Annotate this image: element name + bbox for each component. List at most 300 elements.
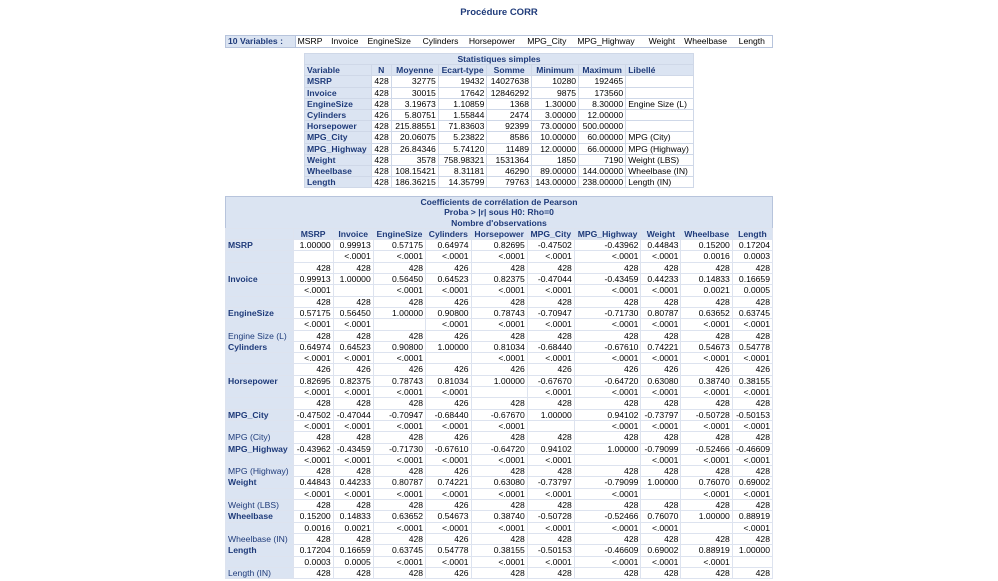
corr-count: 428 [527,398,574,409]
corr-coefficient: 0.44233 [333,477,373,488]
procedure-title: Procédure CORR [460,7,538,18]
corr-coefficient: 0.69002 [641,545,681,556]
corr-coefficient: -0.71730 [574,307,641,318]
corr-coefficient: 0.57175 [293,307,333,318]
corr-pvalue: <.0001 [574,319,641,330]
corr-count: 426 [373,364,425,375]
corr-coefficient: 0.90800 [426,307,471,318]
stats-cell: 32775 [391,76,438,87]
corr-count: 428 [681,262,732,273]
corr-count: 428 [373,500,425,511]
corr-coefficient: -0.67670 [471,409,527,420]
corr-caption-row [226,207,773,217]
corr-pvalue: <.0001 [373,522,425,533]
corr-pvalue [333,285,373,296]
corr-pvalue: 0.0003 [293,556,333,567]
corr-count: 428 [293,432,333,443]
corr-pvalue: <.0001 [641,420,681,431]
corr-pvalue: <.0001 [373,556,425,567]
corr-column-header: MSRP [293,228,333,239]
corr-p-row [226,522,773,533]
corr-row-blank [226,488,294,499]
corr-count: 428 [293,500,333,511]
corr-coefficient: 1.00000 [641,477,681,488]
corr-pvalue: <.0001 [527,319,574,330]
corr-count: 428 [574,330,641,341]
corr-coefficient: 0.38740 [471,511,527,522]
corr-p-row [226,488,773,499]
corr-coefficient: 0.82375 [471,274,527,285]
stats-row-header: MPG_Highway [305,143,372,154]
corr-r-row [226,274,773,285]
corr-r-row [226,240,773,251]
corr-count: 428 [471,567,527,578]
corr-pvalue: <.0001 [641,353,681,364]
stats-cell: 9875 [532,87,579,98]
corr-count: 428 [681,466,732,477]
corr-count: 428 [293,398,333,409]
stats-cell: 3.00000 [532,110,579,121]
stats-cell: 2474 [487,110,532,121]
variables-list [225,35,773,48]
stats-cell: Engine Size (L) [626,98,694,109]
corr-coefficient: 0.14833 [681,274,732,285]
corr-count: 428 [471,533,527,544]
stats-cell: 173560 [579,87,626,98]
corr-pvalue [732,556,772,567]
stats-column-header: N [371,65,391,76]
stats-cell: 14027638 [487,76,532,87]
corr-count: 428 [293,533,333,544]
corr-column-header: EngineSize [373,228,425,239]
stats-row-header: Wheelbase [305,166,372,177]
corr-count: 428 [681,398,732,409]
corr-n-row [226,466,773,477]
corr-count: 428 [471,432,527,443]
corr-pvalue: <.0001 [732,387,772,398]
corr-count: 428 [527,466,574,477]
stats-column-header: Maximum [579,65,626,76]
stats-cell: 10280 [532,76,579,87]
stats-cell: 428 [371,76,391,87]
corr-pvalue: 0.0016 [293,522,333,533]
variable-name: Horsepower [468,36,516,46]
stats-column-header: Minimum [532,65,579,76]
corr-coefficient: 0.57175 [373,240,425,251]
corr-coefficient: 0.38155 [732,375,772,386]
corr-row-label: Length (IN) [226,567,294,578]
corr-coefficient: 0.80787 [373,477,425,488]
stats-cell: 10.00000 [532,132,579,143]
corr-count: 428 [732,432,772,443]
corr-pvalue: <.0001 [293,488,333,499]
stats-row-header: Cylinders [305,110,372,121]
corr-count: 426 [527,364,574,375]
corr-count: 426 [426,533,471,544]
corr-count: 428 [293,330,333,341]
corr-pvalue: <.0001 [574,488,641,499]
corr-coefficient: -0.46609 [732,443,772,454]
corr-row-label: MPG (Highway) [226,466,294,477]
corr-count: 428 [574,432,641,443]
stats-cell: 144.00000 [579,166,626,177]
corr-coefficient: 0.63745 [373,545,425,556]
corr-coefficient: -0.67610 [574,341,641,352]
stats-cell: 192465 [579,76,626,87]
stats-cell: 1.55844 [438,110,487,121]
corr-pvalue: <.0001 [471,556,527,567]
corr-pvalue: <.0001 [333,454,373,465]
corr-pvalue: 0.0021 [681,285,732,296]
corr-coefficient: 0.81034 [426,375,471,386]
corr-pvalue: <.0001 [641,522,681,533]
corr-pvalue [527,420,574,431]
stats-column-header: Ecart-type [438,65,487,76]
corr-count: 428 [333,533,373,544]
corr-pvalue: <.0001 [732,353,772,364]
corr-row-label [226,398,294,409]
corr-coefficient: 1.00000 [681,511,732,522]
corr-pvalue: <.0001 [681,387,732,398]
stats-row-header: Horsepower [305,121,372,132]
corr-caption-row [226,197,773,208]
corr-column-header: Cylinders [426,228,471,239]
corr-n-row [226,398,773,409]
corr-coefficient: 0.78743 [373,375,425,386]
corr-pvalue: <.0001 [373,353,425,364]
corr-caption-line: Proba > |r| sous H0: Rho=0 [226,207,773,217]
corr-pvalue: <.0001 [333,488,373,499]
corr-count: 428 [333,466,373,477]
corr-pvalue: <.0001 [426,420,471,431]
stats-column-header: Libellé [626,65,694,76]
stats-cell: 46290 [487,166,532,177]
corr-pvalue: <.0001 [471,251,527,262]
corr-count: 428 [527,567,574,578]
corr-p-row [226,387,773,398]
corr-count: 426 [426,466,471,477]
corr-pvalue [471,387,527,398]
corr-count: 428 [333,330,373,341]
stats-cell: 79763 [487,177,532,188]
corr-pvalue: <.0001 [574,420,641,431]
corr-row-variable: MPG_Highway [226,443,294,454]
corr-column-header: Weight [641,228,681,239]
corr-pvalue: <.0001 [574,285,641,296]
corr-row-blank [226,319,294,330]
stats-cell: 1850 [532,154,579,165]
corr-count: 428 [641,330,681,341]
corr-pvalue: <.0001 [681,454,732,465]
stats-cell: 215.88551 [391,121,438,132]
stats-cell: 238.00000 [579,177,626,188]
corr-coefficient: -0.67670 [527,375,574,386]
corr-coefficient: 0.44233 [641,274,681,285]
corr-count: 428 [574,500,641,511]
variable-name: MSRP [297,36,323,46]
corr-coefficient: -0.47044 [333,409,373,420]
corr-pvalue: <.0001 [373,454,425,465]
corr-coefficient: 0.16659 [732,274,772,285]
corr-coefficient: 0.44843 [641,240,681,251]
stats-cell [626,121,694,132]
corr-coefficient: -0.47502 [293,409,333,420]
stats-cell: 26.84346 [391,143,438,154]
stats-cell: 5.74120 [438,143,487,154]
corr-pvalue: <.0001 [373,285,425,296]
corr-r-row [226,307,773,318]
corr-coefficient: 0.38740 [681,375,732,386]
stats-cell: 108.15421 [391,166,438,177]
corr-count: 428 [471,296,527,307]
simple-stats-table [304,53,694,188]
variables-label: 10 Variables : [226,36,296,48]
corr-coefficient: 0.78743 [471,307,527,318]
corr-count: 428 [641,466,681,477]
corr-count: 428 [641,262,681,273]
stats-caption: Statistiques simples [305,54,694,65]
corr-coefficient: -0.50153 [732,409,772,420]
corr-count: 428 [681,500,732,511]
stats-cell: 428 [371,154,391,165]
stats-cell: 20.06075 [391,132,438,143]
corr-n-row [226,533,773,544]
corr-row-variable: EngineSize [226,307,294,318]
corr-coefficient: 0.54778 [426,545,471,556]
corr-coefficient: 1.00000 [471,375,527,386]
corr-coefficient: -0.64720 [471,443,527,454]
corr-n-row [226,432,773,443]
corr-pvalue: <.0001 [471,454,527,465]
corr-row-blank [226,420,294,431]
corr-count: 428 [574,262,641,273]
corr-pvalue [681,522,732,533]
stats-cell: 428 [371,121,391,132]
stats-cell: 428 [371,143,391,154]
corr-pvalue: <.0001 [293,319,333,330]
corr-coefficient: -0.79099 [574,477,641,488]
corr-column-header: Length [732,228,772,239]
corr-coefficient: -0.73797 [641,409,681,420]
corr-count: 428 [574,533,641,544]
corr-p-row [226,556,773,567]
corr-count: 428 [373,466,425,477]
stats-cell: Wheelbase (IN) [626,166,694,177]
stats-row-header: Weight [305,154,372,165]
stats-column-header: Somme [487,65,532,76]
corr-row-blank [226,353,294,364]
stats-cell: Length (IN) [626,177,694,188]
stats-cell: 8.31181 [438,166,487,177]
corr-count: 428 [293,262,333,273]
corr-row-blank [226,454,294,465]
corr-pvalue: <.0001 [471,285,527,296]
corr-row-blank [226,251,294,262]
corr-count: 428 [681,533,732,544]
corr-row-variable: Cylinders [226,341,294,352]
stats-caption-row [305,54,694,65]
corr-pvalue: <.0001 [293,285,333,296]
corr-coefficient: -0.50728 [681,409,732,420]
corr-pvalue: 0.0016 [681,251,732,262]
corr-column-header: MPG_Highway [574,228,641,239]
corr-count: 428 [732,296,772,307]
corr-count: 428 [732,567,772,578]
corr-pvalue: <.0001 [574,353,641,364]
stats-cell: 3578 [391,154,438,165]
corr-count: 428 [574,398,641,409]
corr-pvalue: <.0001 [641,285,681,296]
corr-coefficient: 0.17204 [732,240,772,251]
corr-pvalue: <.0001 [527,285,574,296]
corr-row-variable: MSRP [226,240,294,251]
corr-count: 428 [527,330,574,341]
corr-pvalue: <.0001 [471,522,527,533]
corr-coefficient: 0.63652 [681,307,732,318]
corr-coefficient: 0.44843 [293,477,333,488]
corr-pvalue: <.0001 [471,488,527,499]
variable-name: Cylinders [422,36,459,46]
corr-n-row [226,500,773,511]
corr-r-row [226,409,773,420]
corr-count: 426 [681,364,732,375]
corr-count: 428 [471,330,527,341]
corr-pvalue: <.0001 [426,285,471,296]
corr-coefficient: 0.99913 [333,240,373,251]
corr-coefficient: 0.90800 [373,341,425,352]
stats-row-header: MSRP [305,76,372,87]
corr-pvalue: <.0001 [574,387,641,398]
corr-caption-row [226,218,773,229]
stats-cell [626,87,694,98]
stats-cell: 12.00000 [579,110,626,121]
stats-cell: 428 [371,132,391,143]
stats-header-row [305,65,694,76]
corr-coefficient: 1.00000 [574,443,641,454]
stats-row [305,177,694,188]
corr-coefficient: 0.81034 [471,341,527,352]
stats-cell: 12846292 [487,87,532,98]
corr-pvalue [641,488,681,499]
corr-pvalue: <.0001 [426,251,471,262]
stats-row-header: EngineSize [305,98,372,109]
corr-pvalue: <.0001 [293,420,333,431]
corr-row-variable: Wheelbase [226,511,294,522]
corr-pvalue: <.0001 [732,420,772,431]
corr-coefficient: -0.50728 [527,511,574,522]
corr-coefficient: -0.43962 [293,443,333,454]
stats-cell: 758.98321 [438,154,487,165]
corr-count: 426 [426,500,471,511]
corr-count: 428 [641,296,681,307]
corr-coefficient: -0.64720 [574,375,641,386]
corr-coefficient: 0.94102 [527,443,574,454]
corr-coefficient: -0.50153 [527,545,574,556]
corr-p-row [226,251,773,262]
corr-pvalue: <.0001 [732,454,772,465]
corr-pvalue: <.0001 [641,556,681,567]
corr-row-label [226,262,294,273]
corr-r-row [226,545,773,556]
corr-coefficient: 0.63080 [471,477,527,488]
corr-coefficient: 0.76070 [681,477,732,488]
corr-count: 426 [426,296,471,307]
stats-row [305,154,694,165]
corr-coefficient: 1.00000 [732,545,772,556]
corr-count: 428 [293,466,333,477]
stats-cell: 8586 [487,132,532,143]
corr-count: 428 [732,466,772,477]
corr-coefficient: 0.63652 [373,511,425,522]
corr-count: 428 [527,432,574,443]
corr-count: 428 [527,533,574,544]
corr-coefficient: 1.00000 [426,341,471,352]
corr-coefficient: 0.15200 [293,511,333,522]
corr-pvalue: <.0001 [527,488,574,499]
corr-coefficient: 0.64523 [333,341,373,352]
corr-count: 428 [333,500,373,511]
corr-count: 426 [732,364,772,375]
corr-coefficient: -0.43962 [574,240,641,251]
corr-coefficient: 1.00000 [293,240,333,251]
corr-pvalue: <.0001 [426,488,471,499]
corr-pvalue: <.0001 [426,556,471,567]
variables-row [226,36,773,48]
corr-count: 428 [471,262,527,273]
corr-count: 428 [333,296,373,307]
corr-coefficient: 0.64523 [426,274,471,285]
corr-coefficient: 1.00000 [527,409,574,420]
corr-coefficient: 0.63745 [732,307,772,318]
corr-column-header [226,228,294,239]
corr-column-header: Invoice [333,228,373,239]
corr-pvalue: <.0001 [373,488,425,499]
variable-name: MPG_Highway [577,36,635,46]
corr-pvalue: <.0001 [681,353,732,364]
corr-pvalue [426,353,471,364]
stats-row-header: MPG_City [305,132,372,143]
corr-pvalue: <.0001 [333,420,373,431]
corr-coefficient: 0.82375 [333,375,373,386]
corr-caption-line: Nombre d'observations [226,218,773,229]
corr-count: 428 [373,398,425,409]
corr-pvalue: <.0001 [527,556,574,567]
stats-row-header: Invoice [305,87,372,98]
corr-row-label [226,296,294,307]
corr-pvalue: <.0001 [641,454,681,465]
corr-coefficient: 0.94102 [574,409,641,420]
corr-count: 428 [373,330,425,341]
corr-coefficient: 0.56450 [373,274,425,285]
corr-row-variable: Weight [226,477,294,488]
stats-cell: 17642 [438,87,487,98]
corr-coefficient: -0.52466 [574,511,641,522]
stats-cell: 428 [371,98,391,109]
corr-count: 426 [641,364,681,375]
corr-r-row [226,375,773,386]
corr-pvalue: <.0001 [527,522,574,533]
corr-count: 426 [574,364,641,375]
corr-coefficient: 0.64974 [426,240,471,251]
corr-count: 428 [681,296,732,307]
corr-coefficient: -0.70947 [373,409,425,420]
corr-p-row [226,353,773,364]
corr-r-row [226,341,773,352]
corr-count: 428 [732,398,772,409]
corr-r-row [226,443,773,454]
corr-pvalue: <.0001 [426,387,471,398]
corr-pvalue: 0.0003 [732,251,772,262]
